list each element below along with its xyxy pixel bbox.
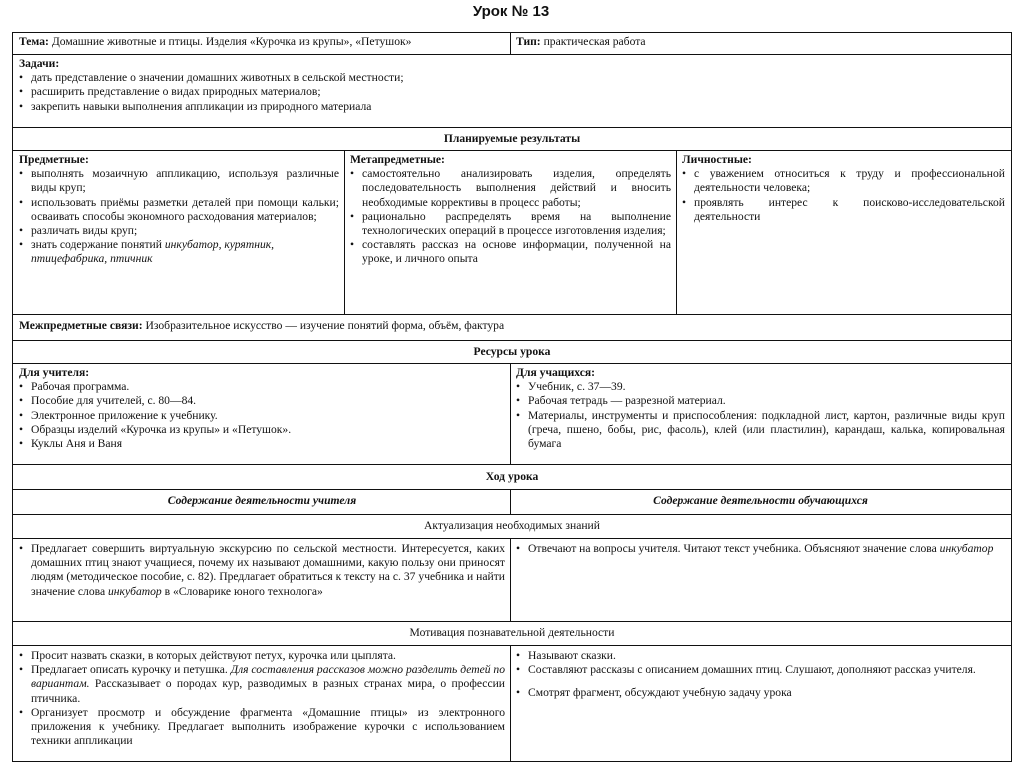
list-item: • закрепить навыки выполнения аппликации из природного материала — [19, 100, 1005, 114]
list-item: • Организует просмотр и обсуждение фрагмента «Домашние птицы» из электронного приложения к учебнику. Предлагает выполнить изображение курочки с использованием техники аппликации — [19, 706, 505, 749]
list-item — [19, 663, 505, 706]
tasks-cell — [13, 55, 1010, 127]
list-item: • проявлять интерес к поисково-исследовательской деятельности — [682, 196, 1005, 224]
list-item: • составлять рассказ на основе информации, полученной на уроке, и личного опыта — [350, 238, 671, 266]
divider — [13, 514, 1011, 515]
teacher-activity-header: Содержание деятельности учителя — [167, 494, 357, 507]
list-item: • Смотрят фрагмент, обсуждают учебную задачу урока — [516, 686, 1005, 700]
student-resources-label: Для учащихся: — [516, 366, 595, 379]
list-item: • Рабочая тетрадь — разрезной материал. — [516, 394, 1005, 408]
interdisciplinary-label: Межпредметные связи: — [19, 319, 143, 332]
stage2-students-list — [516, 649, 1005, 701]
tasks-list — [19, 71, 1005, 114]
stage2-students-cell — [510, 647, 1010, 759]
terms-text: инкубатор, курятник, птицефабрика, птичник — [31, 238, 275, 266]
list-item: • выполнять мозаичную аппликацию, используя различные виды круп; — [19, 167, 339, 195]
personal-results-cell — [676, 151, 1010, 313]
list-item: • расширить представление о видах природных материалов; — [19, 85, 1005, 99]
student-resources-list — [516, 380, 1005, 451]
list-item — [516, 542, 1005, 556]
list-item: • Пособие для учителей, с. 80—84. — [19, 394, 505, 408]
list-item — [19, 542, 505, 599]
stage1-students-cell — [510, 540, 1010, 620]
interdisciplinary-cell — [13, 317, 1010, 339]
teacher-resources-cell — [13, 364, 510, 463]
stage-title-actualization: Актуализация необходимых знаний — [424, 519, 600, 532]
term-text: инкубатор — [939, 542, 994, 555]
stage2-teacher-cell — [13, 647, 510, 759]
list-item: • рационально распределять время на выполнение технологических операций в процессе изготовления изделия; — [350, 210, 671, 238]
stage1-students-list — [516, 542, 1005, 556]
list-item-text: знать содержание понятий — [31, 238, 165, 252]
list-item: • самостоятельно анализировать изделия, определять последовательность выполнения действий и вносить необходимые коррективы в процесс работы; — [350, 167, 671, 210]
lesson-plan-table — [12, 32, 1012, 762]
divider — [13, 621, 1011, 622]
topic-label: Тема: — [19, 35, 49, 48]
interdisciplinary-text: Изобразительное искусство — изучение понятий форма, объём, фактура — [145, 319, 505, 332]
list-item-text: Предлагает описать курочку и петушка. — [31, 663, 231, 677]
subject-results-cell — [13, 151, 344, 313]
lesson-title: Урок № 13 — [472, 3, 550, 20]
divider — [13, 538, 1011, 539]
meta-results-cell — [344, 151, 676, 313]
list-item: • Просит назвать сказки, в которых действуют петух, курочка или цыплята. — [19, 649, 505, 663]
list-item: • с уважением относиться к труду и профессиональной деятельности человека; — [682, 167, 1005, 195]
divider — [13, 314, 1011, 315]
teacher-resources-label: Для учителя: — [19, 366, 90, 379]
subject-results-list — [19, 167, 339, 266]
divider — [13, 489, 1011, 490]
type-text: практическая работа — [543, 35, 646, 48]
personal-results-label: Личностные: — [682, 153, 752, 166]
divider — [13, 127, 1011, 128]
list-item: • различать виды круп; — [19, 224, 339, 238]
list-item: • Куклы Аня и Ваня — [19, 437, 505, 451]
list-item-text: Предлагает совершить виртуальную экскурсию по сельской местности. Интересуется, каких домашних птиц знают учащиеся, почему их называют домашними, какую пользу они приносят людям (методическое пособие, с. 82). Предлагает обратиться к тексту на с. 37 учебника и найти значение слова — [31, 542, 505, 598]
list-item: • Составляют рассказы с описанием домашних птиц. Слушают, дополняют рассказ учителя. — [516, 663, 1005, 677]
list-item: • Материалы, инструменты и приспособления: подкладной лист, картон, различные виды круп (греча, пшено, бобы, рис, фасоль), клей (или пластилин), карандаш, калька, копировальная бумага — [516, 409, 1005, 452]
planned-results-header: Планируемые результаты — [443, 132, 581, 145]
note-text: Для составления рассказов можно разделить детей по вариантам. — [31, 663, 506, 691]
stage2-teacher-list — [19, 649, 505, 748]
stage1-teacher-list — [19, 542, 505, 599]
list-item: • Электронное приложение к учебнику. — [19, 409, 505, 423]
list-item: • дать представление о значении домашних животных в сельской местности; — [19, 71, 1005, 85]
list-item-text: Отвечают на вопросы учителя. Читают текст учебника. Объясняют значение слова — [528, 542, 940, 555]
student-resources-cell — [510, 364, 1010, 463]
list-item: • Называют сказки. — [516, 649, 1005, 663]
divider — [510, 33, 511, 54]
divider — [510, 489, 511, 514]
personal-results-list — [682, 167, 1005, 224]
list-item: • Учебник, с. 37—39. — [516, 380, 1005, 394]
meta-results-label: Метапредметные: — [350, 153, 445, 166]
divider — [13, 645, 1011, 646]
teacher-resources-list — [19, 380, 505, 451]
list-item-text: в «Словарике юного технолога» — [161, 584, 323, 598]
student-activity-header: Содержание деятельности обучающихся — [653, 494, 868, 507]
meta-results-list — [350, 167, 671, 266]
stage1-teacher-cell — [13, 540, 510, 620]
term-text: инкубатор — [108, 584, 162, 598]
list-item-text: Рассказывает о породах кур, разводимых в разных странах мира, о профессии птичника. — [31, 677, 505, 705]
tasks-label: Задачи: — [19, 57, 60, 70]
stage-title-motivation: Мотивация познавательной деятельности — [409, 626, 615, 639]
subject-results-label: Предметные: — [19, 153, 89, 166]
course-header: Ход урока — [485, 470, 539, 483]
type-label: Тип: — [516, 35, 541, 48]
type-cell — [510, 33, 1010, 54]
list-item: • Образцы изделий «Курочка из крупы» и «Петушок». — [19, 423, 505, 437]
divider — [13, 340, 1011, 341]
topic-text: Домашние животные и птицы. Изделия «Курочка из крупы», «Петушок» — [51, 35, 412, 48]
list-item — [19, 238, 339, 266]
list-item: • использовать приёмы разметки деталей при помощи кальки; осваивать способы экономного расходования материалов; — [19, 196, 339, 224]
divider — [13, 464, 1011, 465]
resources-header: Ресурсы урока — [473, 345, 551, 358]
topic-cell — [13, 33, 510, 54]
list-item: • Рабочая программа. — [19, 380, 505, 394]
